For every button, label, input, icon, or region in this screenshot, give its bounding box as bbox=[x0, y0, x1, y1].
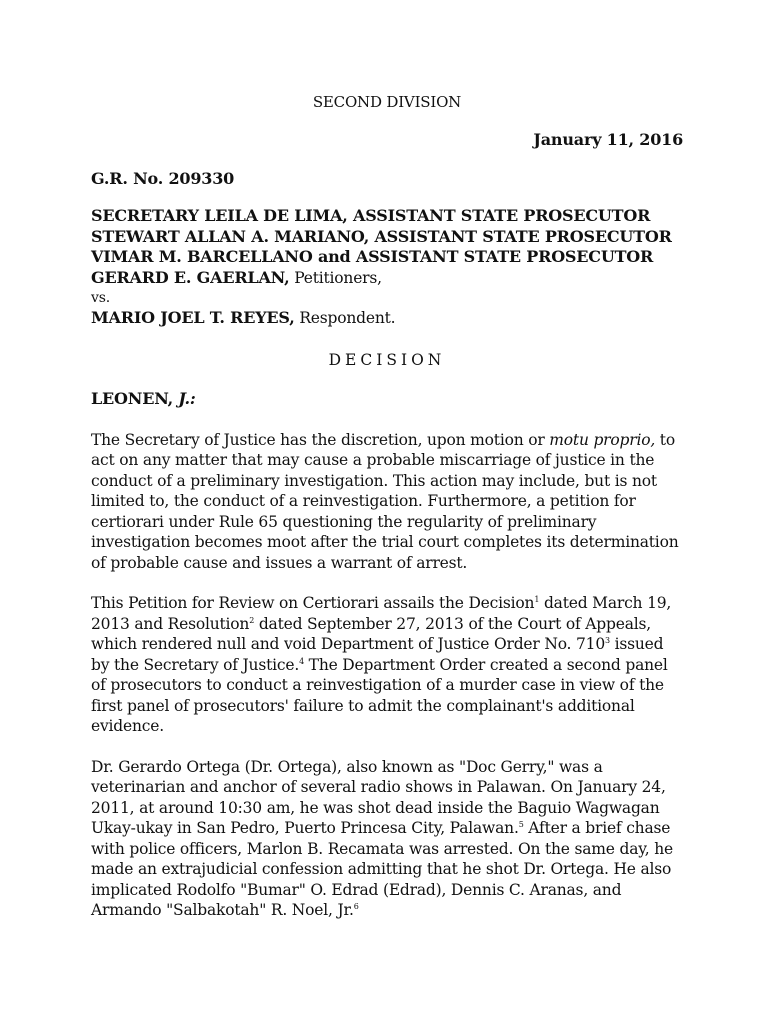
footnote-ref-1[interactable]: 1 bbox=[534, 594, 540, 604]
footnote-ref-3[interactable]: 3 bbox=[605, 635, 610, 645]
paragraph-2-text-2: dated March 19, 2013 and Resolution bbox=[91, 594, 672, 633]
ponente-name: LEONEN, bbox=[91, 389, 179, 408]
division-heading: SECOND DIVISION bbox=[312, 93, 462, 111]
footnote-ref-5[interactable]: 5 bbox=[518, 819, 524, 829]
versus-label: vs. bbox=[91, 290, 110, 306]
respondent-label: Respondent. bbox=[294, 309, 396, 327]
paragraph-2 bbox=[91, 593, 683, 737]
footnote-ref-2[interactable]: 2 bbox=[249, 615, 255, 625]
footnote-ref-4[interactable]: 4 bbox=[299, 656, 304, 666]
paragraph-2-text-1: This Petition for Review on Certiorari assails the Decision bbox=[91, 594, 535, 612]
paragraph-2-text-5: The Department Order created a second panel of prosecutors to conduct a reinvestigation of a murder case in view of the first panel of prosecutors' failure to admit the complainant's additional evidence. bbox=[91, 655, 668, 735]
paragraph-1-italic: motu proprio, bbox=[549, 430, 656, 449]
ponente bbox=[91, 389, 683, 410]
paragraph-1-text-a: The Secretary of Justice has the discretion, upon motion or bbox=[91, 430, 550, 449]
paragraph-1-text-b: to act on any matter that may cause a probable miscarriage of justice in the conduct of a preliminary investigation. This action may include, but is not limited to, the conduct of a reinvestigation. Furthermore, a petition for certiorari under Rule 65 questioning the regularity of preliminary investigation becomes moot after the trial court completes its determination of probable cause and issues a warrant of arrest. bbox=[91, 430, 679, 572]
paragraph-3-text-2: After a brief chase with police officers, Marlon B. Recamata was arrested. On the same day, he made an extrajudicial confession admitting that he shot Dr. Ortega. He also implicated Rodolfo "Bumar" O. Edrad (Edrad), Dennis C. Aranas, and Armando "Salbakotah" R. Noel, Jr. bbox=[91, 819, 673, 919]
paragraph-1 bbox=[91, 430, 683, 574]
paragraph-2-text-3: dated September 27, 2013 of the Court of Appeals, which rendered null and void Department of Justice Order No. 710 bbox=[91, 614, 651, 653]
decision-heading: DECISION bbox=[328, 350, 446, 369]
petitioners-label: Petitioners, bbox=[289, 268, 382, 287]
petitioners-names: SECRETARY LEILA DE LIMA, ASSISTANT STATE PROSECUTOR STEWART ALLAN A. MARIANO, ASSISTANT STATE PROSECUTOR VIMAR M. BARCELLANO and ASSISTANT STATE PROSECUTOR GERARD E. GAERLAN, bbox=[91, 206, 672, 287]
ponente-title: J.: bbox=[178, 389, 196, 408]
paragraph-3-text-1: Dr. Gerardo Ortega (Dr. Ortega), also known as "Doc Gerry," was a veterinarian and anchor of several radio shows in Palawan. On January 24, 2011, at around 10:30 am, he was shot dead inside the Baguio Wagwagan Ukay-ukay in San Pedro, Puerto Princesa City, Palawan. bbox=[91, 757, 666, 837]
footnote-ref-6[interactable]: 6 bbox=[353, 901, 359, 911]
document-page bbox=[91, 92, 683, 921]
paragraph-3 bbox=[91, 757, 683, 921]
case-parties bbox=[91, 206, 683, 329]
respondent-name: MARIO JOEL T. REYES, bbox=[91, 308, 295, 327]
case-number: G.R. No. 209330 bbox=[91, 168, 235, 188]
paragraph-2-text-4: issued by the Secretary of Justice. bbox=[91, 635, 664, 674]
decision-date: January 11, 2016 bbox=[533, 130, 683, 149]
